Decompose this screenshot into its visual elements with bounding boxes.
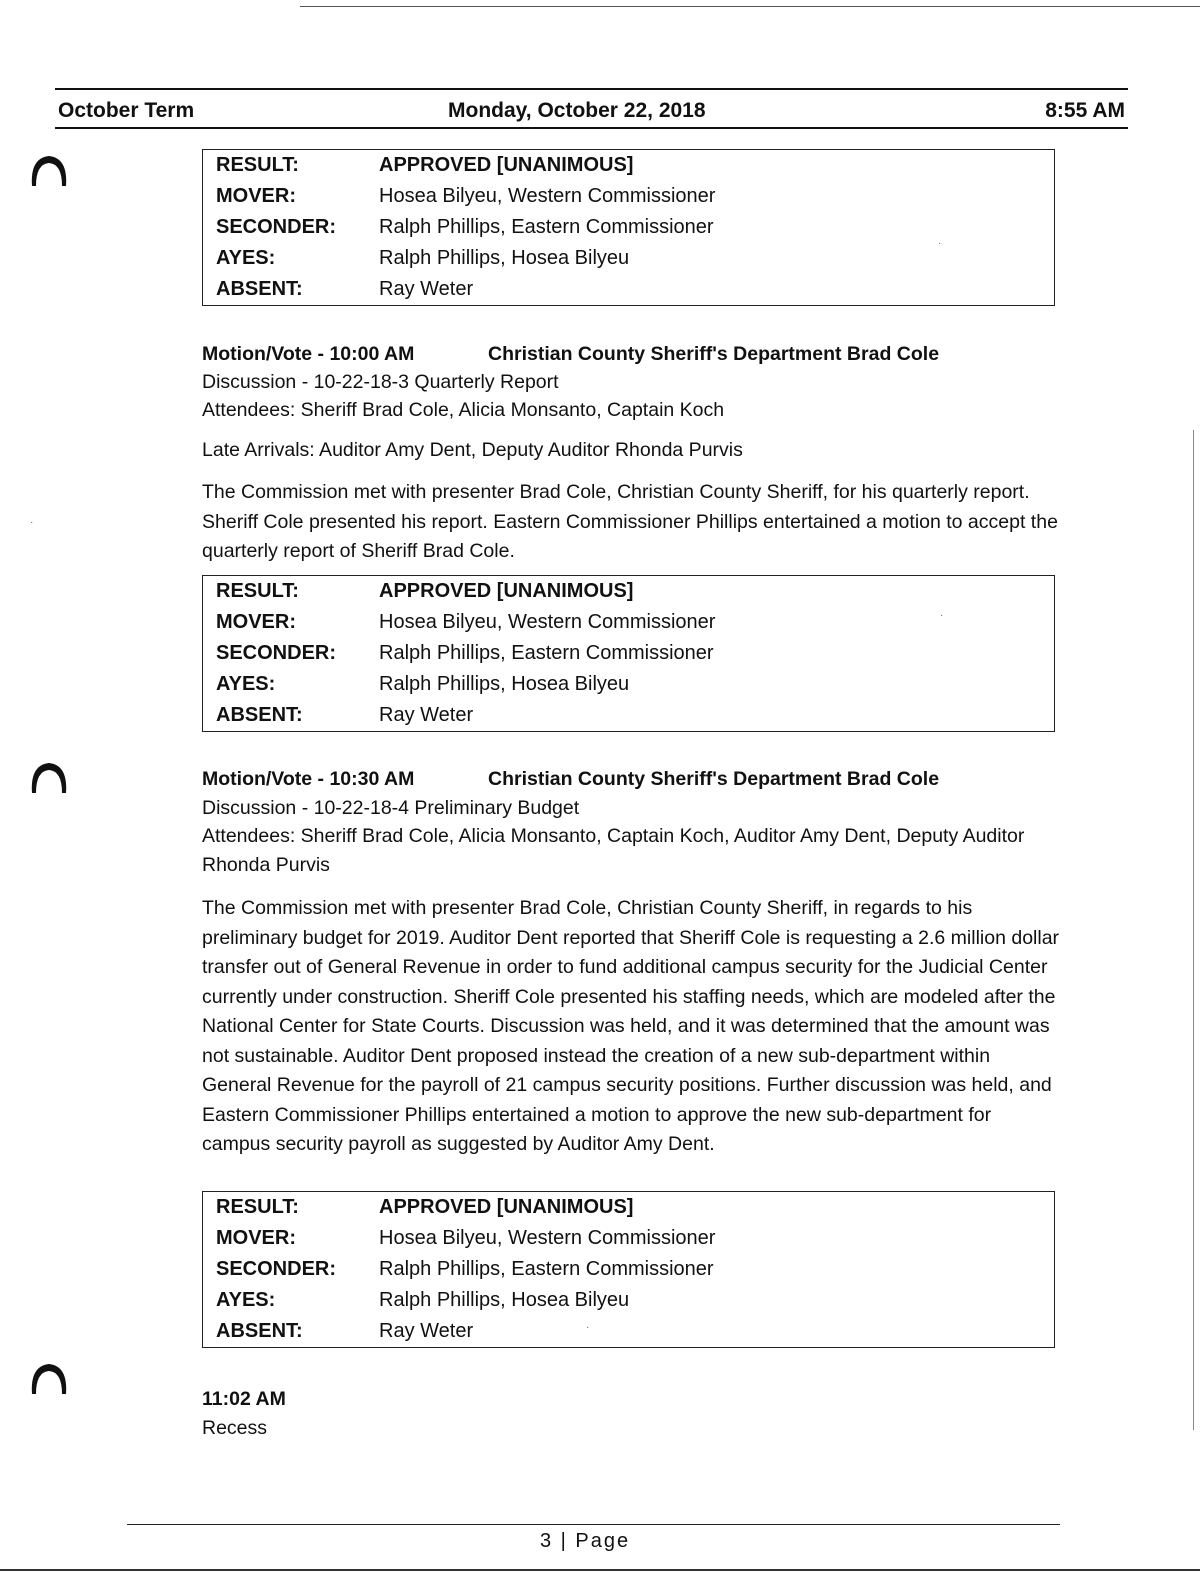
vote-row-absent xyxy=(203,274,1054,305)
vote-row-seconder xyxy=(203,1254,1054,1285)
result-label: RESULT: xyxy=(216,1196,299,1218)
seconder-value: Ralph Phillips, Eastern Commissioner xyxy=(379,642,714,664)
mover-label: MOVER: xyxy=(216,185,296,207)
vote-row-result xyxy=(203,1192,1054,1223)
result-value: APPROVED [UNANIMOUS] xyxy=(379,580,634,602)
vote-row-result xyxy=(203,150,1054,181)
mover-value: Hosea Bilyeu, Western Commissioner xyxy=(379,1227,716,1249)
absent-value: Ray Weter xyxy=(379,704,474,726)
vote-result-box xyxy=(202,149,1055,306)
attendees-line: Attendees: Sheriff Brad Cole, Alicia Monsanto, Captain Koch, Auditor Amy Dent, Deputy Auditor Rhonda Purvis xyxy=(202,825,1025,876)
vote-row-seconder xyxy=(203,638,1054,669)
mover-label: MOVER: xyxy=(216,611,296,633)
motion-department: Christian County Sheriff's Department Brad Cole xyxy=(488,343,940,365)
result-value: APPROVED [UNANIMOUS] xyxy=(379,154,634,176)
vote-row-ayes xyxy=(203,669,1054,700)
page-header xyxy=(58,99,1125,125)
seconder-value: Ralph Phillips, Eastern Commissioner xyxy=(379,216,714,238)
minutes-paragraph: The Commission met with presenter Brad Cole, Christian County Sheriff, for his quarterly report. Sheriff Cole presented his report. Eastern Commissioner Phillips entertained a motion to accept the quarterly report of Sheriff Brad Cole. xyxy=(202,481,1058,562)
motion-department: Christian County Sheriff's Department Brad Cole xyxy=(488,768,940,790)
vote-row-result xyxy=(203,576,1054,607)
footer-rule xyxy=(127,1524,1060,1525)
motion-time: Motion/Vote - 10:30 AM xyxy=(202,768,415,790)
header-rule-bottom xyxy=(55,127,1128,129)
vote-row-absent xyxy=(203,1316,1054,1347)
seconder-label: SECONDER: xyxy=(216,642,337,664)
scan-edge-top xyxy=(300,6,1200,7)
result-label: RESULT: xyxy=(216,580,299,602)
vote-result-box xyxy=(202,575,1055,732)
scan-speck: · xyxy=(938,238,942,249)
scan-edge-right xyxy=(1193,430,1194,1430)
header-rule-top xyxy=(55,88,1128,90)
vote-row-ayes xyxy=(203,1285,1054,1316)
meeting-time: 8:55 AM xyxy=(1045,99,1125,122)
discussion-line: Discussion - 10-22-18-3 Quarterly Report xyxy=(202,371,559,393)
result-value: APPROVED [UNANIMOUS] xyxy=(379,1196,634,1218)
ayes-value: Ralph Phillips, Hosea Bilyeu xyxy=(379,673,630,695)
ayes-label: AYES: xyxy=(216,1289,276,1311)
absent-label: ABSENT: xyxy=(216,704,303,726)
ayes-label: AYES: xyxy=(216,247,276,269)
scan-speck: · xyxy=(940,610,944,621)
mover-value: Hosea Bilyeu, Western Commissioner xyxy=(379,185,716,207)
absent-value: Ray Weter xyxy=(379,278,474,300)
term-label: October Term xyxy=(58,99,195,122)
absent-value: Ray Weter xyxy=(379,1320,474,1342)
absent-label: ABSENT: xyxy=(216,278,303,300)
attendees-line: Attendees: Sheriff Brad Cole, Alicia Monsanto, Captain Koch xyxy=(202,399,725,421)
hole-punch-mark xyxy=(24,150,74,190)
seconder-label: SECONDER: xyxy=(216,1258,337,1280)
mover-label: MOVER: xyxy=(216,1227,296,1249)
mover-value: Hosea Bilyeu, Western Commissioner xyxy=(379,611,716,633)
vote-row-mover xyxy=(203,181,1054,212)
result-label: RESULT: xyxy=(216,154,299,176)
page-number: 3 | Page xyxy=(540,1530,631,1552)
vote-row-absent xyxy=(203,700,1054,731)
vote-row-mover xyxy=(203,1223,1054,1254)
late-arrivals-line: Late Arrivals: Auditor Amy Dent, Deputy Auditor Rhonda Purvis xyxy=(202,439,743,461)
hole-punch-mark xyxy=(24,1358,74,1398)
recess-label: Recess xyxy=(202,1417,268,1439)
vote-row-seconder xyxy=(203,212,1054,243)
absent-label: ABSENT: xyxy=(216,1320,303,1342)
seconder-value: Ralph Phillips, Eastern Commissioner xyxy=(379,1258,714,1280)
scan-speck: · xyxy=(586,1322,590,1333)
vote-row-ayes xyxy=(203,243,1054,274)
recess-time: 11:02 AM xyxy=(202,1388,286,1410)
motion-time: Motion/Vote - 10:00 AM xyxy=(202,343,415,365)
motion-heading xyxy=(202,343,940,366)
scan-speck: · xyxy=(30,517,34,528)
ayes-value: Ralph Phillips, Hosea Bilyeu xyxy=(379,247,630,269)
discussion-line: Discussion - 10-22-18-4 Preliminary Budget xyxy=(202,797,580,819)
minutes-paragraph: The Commission met with presenter Brad Cole, Christian County Sheriff, in regards to his preliminary budget for 2019. Auditor Dent reported that Sheriff Cole is requesting a 2.6 million dollar transfer out of General Revenue in order to fund additional campus security for the Judicial Center currently under construction. Sheriff Cole presented his staffing needs, which are modeled after the National Center for State Courts. Discussion was held, and it was determined that the amount was not sustainable. Auditor Dent proposed instead the creation of a new sub-department within General Revenue for the payroll of 21 campus security positions. Further discussion was held, and Eastern Commissioner Phillips entertained a motion to approve the new sub-department for campus security payroll as suggested by Auditor Amy Dent. xyxy=(202,897,1060,1155)
meeting-date: Monday, October 22, 2018 xyxy=(448,99,706,122)
scan-edge-bottom xyxy=(0,1569,1200,1571)
vote-row-mover xyxy=(203,607,1054,638)
vote-result-box xyxy=(202,1191,1055,1348)
motion-heading xyxy=(202,768,940,791)
ayes-value: Ralph Phillips, Hosea Bilyeu xyxy=(379,1289,630,1311)
ayes-label: AYES: xyxy=(216,673,276,695)
seconder-label: SECONDER: xyxy=(216,216,337,238)
hole-punch-mark xyxy=(24,757,74,797)
